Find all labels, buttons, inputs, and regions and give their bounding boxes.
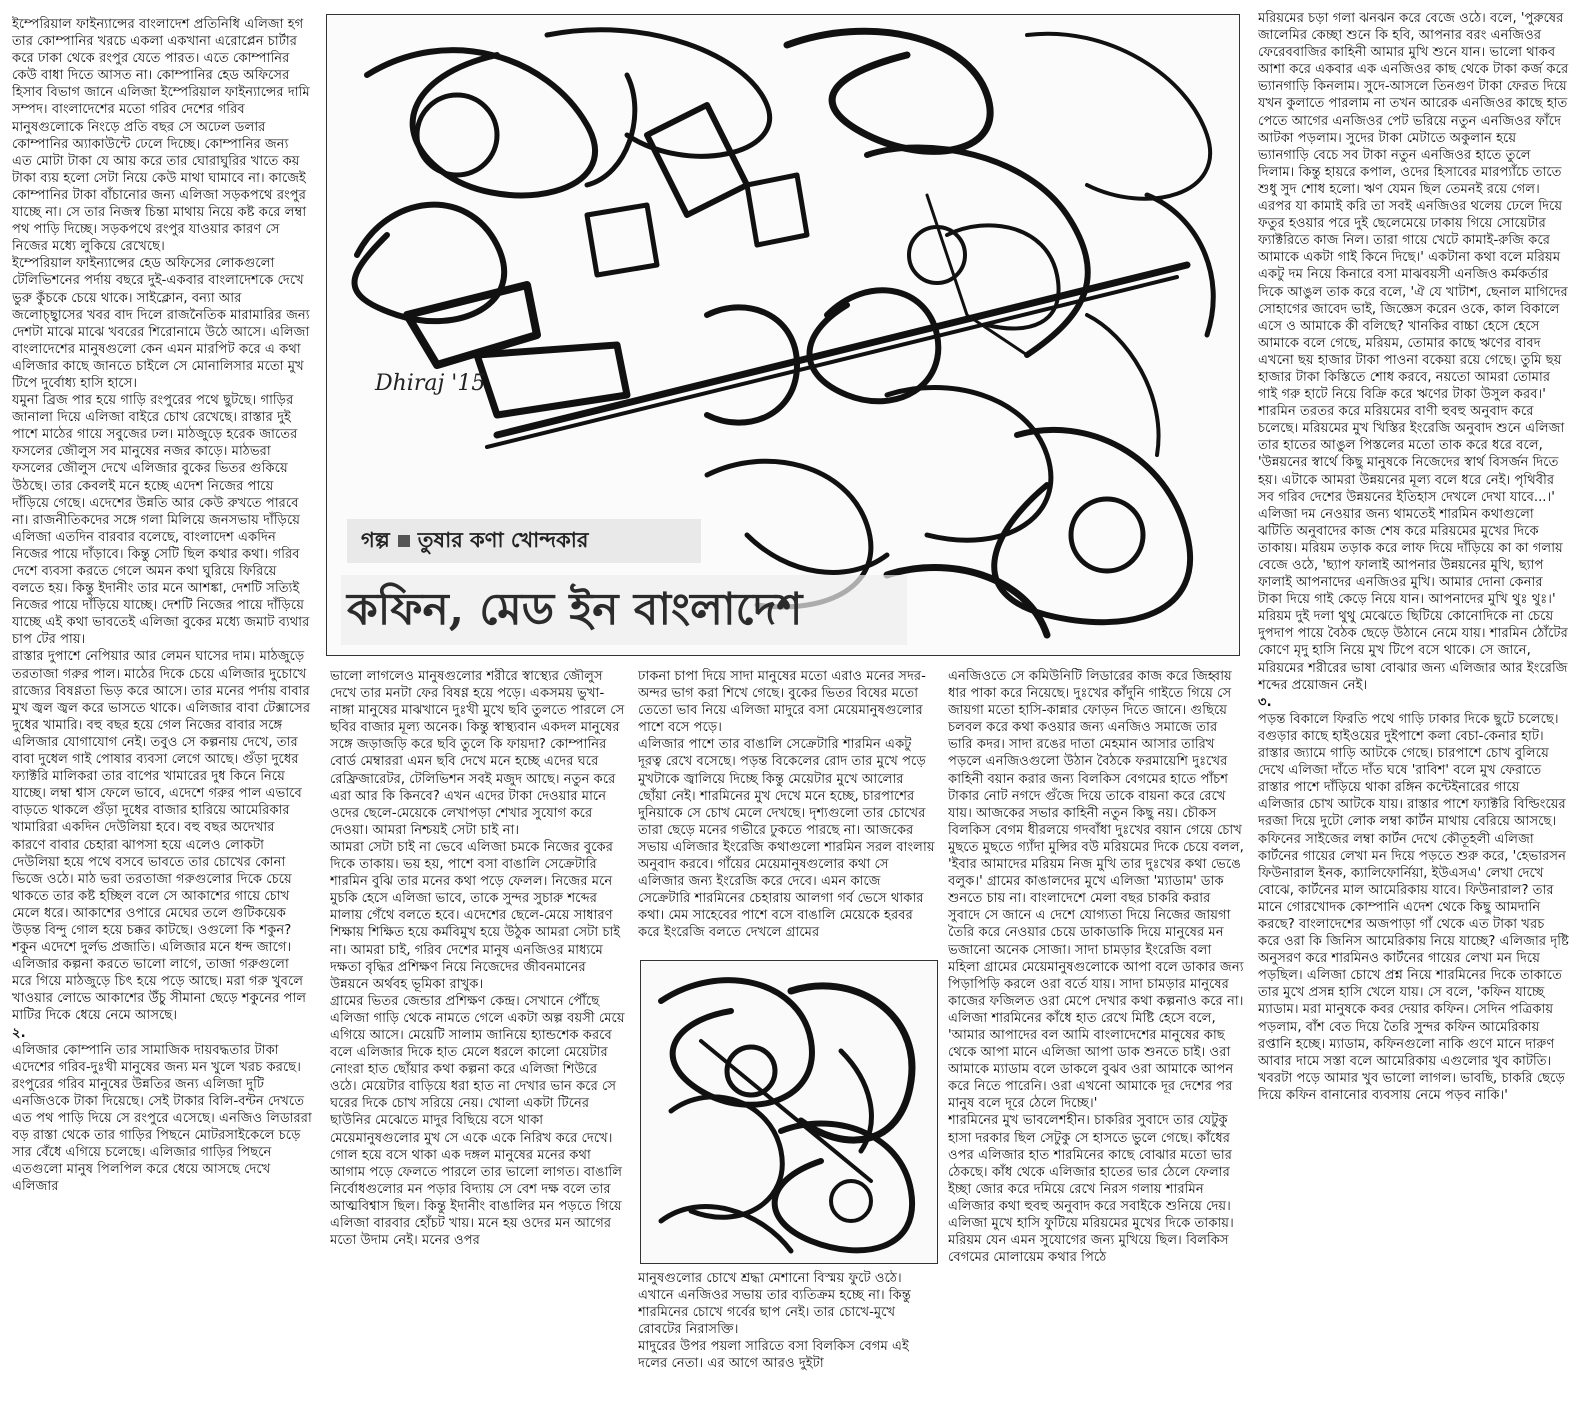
article-column-3-bottom — [638, 1270, 936, 1402]
paragraph: যমুনা ব্রিজ পার হয়ে গাড়ি রংপুরের পথে ছুটছে। গাড়ির জানালা দিয়ে এলিজা বাইরে চোখ রেখেছে। রাস্তার দুই পাশে মাঠের গায়ে সবুজের ঢল। মাঠজুড়ে হরেক জাতের ফসলের জৌলুস সব মানুষের নজর কাড়ে। মাঠভরা ফসলের জৌলুস দেখে এলিজার বুকের ভিতর গুকিয়ে উঠছে। তার কেবলই মনে হচ্ছে এদেশ নিজের পায়ে দাঁড়িয়ে গেছে। এদেশের উন্নতি আর কেউ রুখতে পারবে না। রাজনীতিকদের সঙ্গে গলা মিলিয়ে জনসভায় দাঁড়িয়ে এলিজা এতদিন বারবার বলেছে, বাংলাদেশ একদিন নিজের পায়ে দাঁড়াবে। কিন্তু সেটি ছিল কথার কথা। গরিব দেশে ব্যবসা করতে গেলে অমন কথা ঘুরিয়ে ফিরিয়ে বলতে হয়। কিন্তু ইদানীং তার মনে আশঙ্কা, দেশটি সত্যিই নিজের পায়ে দাঁড়িয়ে যাচ্ছে। দেশটি নিজের পায়ে দাঁড়িয়ে যাচ্ছে এই কথা ভাবতেই এলিজা বুকের মধ্যে জমাট ব্যথার চাপ টের পায়। — [12, 393, 310, 648]
paragraph: পড়ন্ত বিকালে ফিরতি পথে গাড়ি ঢাকার দিকে ছুটে চলেছে। বগুড়ার কাছে হাইওয়ের দুইপাশে কলা বেচা-কেনার হাট। রাস্তার জ্যামে গাড়ি আটকে গেছে। চারপাশে চোখ বুলিয়ে দেখে এলিজা দাঁতে দাঁত ঘষে 'রাবিশ' বলে মুখ ফেরাতে রাস্তার পাশে দাঁড়িয়ে থাকা রঙ্গিন কন্টেইনারের গায়ে এলিজার চোখ আটকে যায়। রাস্তার পাশে ফ্যাক্টরি বিল্ডিংয়ের দরজা দিয়ে দুটো লোক লম্বা কার্টন মাথায় বেরিয়ে আসছে। কফিনের সাইজের লম্বা কার্টন দেখে কৌতূহলী এলিজা কার্টনের গায়ের লেখা মন দিয়ে পড়তে শুরু করে, 'হেভারসন ফিউনারাল ইনক, ক্যালিফোর্নিয়া, ইউএসএ' লেখা দেখে বোঝে, কার্টনের মাল আমেরিকায় যাবে। ফিউনারাল? তার মানে গোরখোদক কোম্পানি এদেশ থেকে কিছু আমদানি করছে? বাংলাদেশের অজপাড়া গাঁ থেকে এত টাকা খরচ করে ওরা কি জিনিস আমেরিকায় নিয়ে যাচ্ছে? এলিজার দৃষ্টি অনুসরণ করে শারমিনও কার্টনের গায়ের লেখা মন দিয়ে পড়ছিল। এলিজা চোখে প্রশ্ন নিয়ে শারমিনের দিকে তাকাতে তার মুখে প্রসন্ন হাসি খেলে যায়। সে বলে, 'কফিন যাচ্ছে ম্যাডাম। মরা মানুষকে কবর দেয়ার কফিন। সেদিন পত্রিকায় পড়লাম, বাঁশ বেত দিয়ে তৈরি সুন্দর কফিন আমেরিকায় রপ্তানি হচ্ছে। ম্যাডাম, কফিনগুলো নাকি গুণে মানে দারুণ আবার দামে সস্তা বলে আমেরিকায় এগুলোর খুব কাটতি। খবরটা পড়ে আমার খুব ভালো লাগল। ভাবছি, চাকরি ছেড়ে দিয়ে কফিন বানানোর ব্যবসায় নেমে পড়ব নাকি।' — [1258, 711, 1569, 1103]
paragraph: শারমিনের মুখ ভাবলেশহীন। চাকরির সুবাদে তার যেটুকু হাসা দরকার ছিল সেটুকু সে হাসতে ভুলে গেছে। কাঁধের ওপর এলিজার হাত শারমিনের কাছে বোঝার মতো ভার ঠেকছে। কাঁধ থেকে এলিজার হাতের ভার ঠেলে ফেলার ইচ্ছা জোর করে দমিয়ে রেখে নিরস গলায় শারমিন এলিজার কথা হুবহু অনুবাদ করে সবাইকে শুনিয়ে দেয়। — [948, 1113, 1232, 1214]
story-category: গল্প — [361, 526, 390, 552]
paragraph: মাদুরের উপর পয়লা সারিতে বসা বিলকিস বেগম এই দলের নেতা। এর আগে আরও দুইটা — [638, 1339, 909, 1372]
inset-ink-sketch — [641, 961, 937, 1263]
paragraph: ইম্পেরিয়াল ফাইন্যান্সের হেড অফিসের লোকগুলো টেলিভিশনের পর্দায় বছরে দুই-একবার বাংলাদেশকে দেখে ভুরু কুঁচকে চেয়ে থাকে। সাইক্লোন, বন্যা আর জলোচ্ছ্বাসের খবর বাদ দিলে রাজনৈতিক মারামারির জন্য দেশটা মাঝে মাঝে খবরের শিরোনামে উঠে আসে। এলিজা বাংলাদেশের মানুষগুলো কেন এমন মারপিট করে এ কথা এলিজার কাছে জানতে চাইলে সে মোনালিসার মতো মুখ টিপে দুর্বোধ্য হাসি হাসে। — [12, 256, 310, 391]
article-column-2 — [330, 668, 626, 1402]
square-bullet-icon — [398, 535, 410, 547]
story-headline: কফিন, মেড ইন বাংলাদেশ — [341, 575, 907, 645]
section-number: ৩. — [1258, 694, 1272, 710]
inset-illustration — [640, 960, 938, 1264]
paragraph: এলিজার পাশে তার বাঙালি সেক্রেটারি শারমিন একটু দূরত্ব রেখে বসেছে। পড়ন্ত বিকেলের রোদ তার মুখে পড়ে মুখটাকে জ্বালিয়ে দিচ্ছে কিন্তু মেয়েটার মুখে আলোর ছোঁয়া নেই। শারমিনের মুখ দেখে মনে হচ্ছে, চারপাশের দুনিয়াকে সে চোখ মেলে দেখছে। দৃশ্যগুলো তার চোখের তারা ছেড়ে মনের গভীরে ঢুকতে পারছে না। আজকের সভায় এলিজার ইংরেজি কথাগুলো শারমিন সরল বাংলায় অনুবাদ করবে। গাঁয়ের মেয়েমানুষগুলোর কথা সে এলিজার জন্য ইংরেজি করে দেবে। এমন কাজে সেক্রেটারি শারমিনের চেহারায় আলগা গর্ব ভেসে থাকার কথা। মেম সাহেবের পাশে বসে বাঙালি মেয়েকে হরবর করে ইংরেজি বলতে দেখলে গ্রামের — [638, 737, 935, 941]
paragraph: আমরা সেটা চাই না ভেবে এলিজা চমকে নিজের বুকের দিকে তাকায়। ভয় হয়, পাশে বসা বাঙালি সেক্রেটারি শারমিন বুঝি তার মনের কথা পড়ে ফেলল। নিজের মনে মুচকি হেসে এলিজা ভাবে, তাকে সুন্দর সুচারু শব্দের মালায় গেঁথে বলতে হবে। এদেশের ছেলে-মেয়ে সাধারণ শিক্ষায় শিক্ষিত হয়ে কর্মবিমুখ হয়ে উঠুক আমরা সেটা চাই না। আমরা চাই, গরিব দেশের মানুষ এনজিওর মাধ্যমে দক্ষতা বৃদ্ধির প্রশিক্ষণ নিয়ে নিজেদের জীবনমানের উন্নয়নে অর্থবহ ভূমিকা রাখুক। — [330, 839, 621, 992]
artist-signature: Dhiraj '15 — [375, 371, 486, 396]
paragraph: মরিয়মের চড়া গলা ঝনঝন করে বেজে ওঠে। বলে, 'পুরুষের জালেমির কেচ্ছা শুনে কি হবি, আপনার বরং এনজিওর ফেরেববাজির কাহিনী আমার মুখি শুনে যান। ভালো থাকব আশা করে একবার এক এনজিওর কাছ থেকে টাকা কর্জ করে ভ্যানগাড়ি কিনলাম। সুদে-আসলে তিনগুণ টাকা ফেরত দিয়ে যখন কুলাতে পারলাম না তখন আরেক এনজিওর কাছে হাত পেতে আগের এনজিওর পেট ভরিয়ে নতুন এনজিওর ফাঁদে আটকা পড়লাম। সুদের টাকা মেটাতে অকুলান হয়ে ভ্যানগাড়ি বেচে সব টাকা নতুন এনজিওর হাতে তুলে দিলাম। কিন্তু হায়রে কপাল, ওদের হিসাবের মারপ্যাঁচে তাতে শুধু সুদ শোধ হলো। ঋণ যেমন ছিল তেমনই রয়ে গেল। এরপর যা কামাই করি তা সবই এনজিওর থলেয় ঢেলে দিয়ে ফতুর হওয়ার পরে দুই ছেলেমেয়ে ঢাকায় গিয়ে সোয়েটার ফ্যাক্টরিতে কাজ নিল। তারা গায়ে খেটে কামাই-রুজি করে আমাকে একটা গাই কিনে দিছে।' একটানা কথা বলে মরিয়ম একটু দম নিয়ে কিনারে বসা মাঝবয়সী এনজিও কর্মকর্তার দিকে আঙুল তাক করে বলে, 'ঐ যে খাটাশ, ছেনাল মাগিদের সোহাগের জাবেদ ভাই, জিজ্ঞেস করেন ওকে, কাল বিকালে এসে ও আমাকে কী বলিছে? খানকির বাচ্চা হেসে হেসে আমাকে বলে গেছে, মরিয়ম, তোমার কাছে ঋণের বাবদ এখনো ছয় হাজার টাকা পাওনা বকেয়া রয়ে গেছে। তুমি ছয় হাজার টাকা কিস্তিতে শোধ করবে, নয়তো আমরা তোমার গাই গরু হাটে নিয়ে বিক্রি করে ঋণের টাকা উসুল করব।' — [1258, 11, 1569, 403]
paragraph: ঢাকনা চাপা দিয়ে সাদা মানুষের মতো এরাও মনের সদর-অন্দর ভাগ করা শিখে গেছে। বুকের ভিতর বিষের মতো তেতো ভাব নিয়ে এলিজা মাদুরে বসা মেয়েমানুষগুলোর পাশে বসে পড়ে। — [638, 669, 926, 736]
byline — [347, 519, 701, 563]
paragraph: এনজিওতে সে কমিউনিটি লিডারের কাজ করে জিহ্বায় ধার পাকা করে নিয়েছে। দুঃখের কাঁদুনি গাইতে গিয়ে সে জায়গা মতো হাসি-কান্নার ফোড়ন দিতে জানে। গুছিয়ে চলবল করে কথা কওয়ার জন্য এনজিও সমাজে তার ভারি কদর। সাদা রঙের দাতা মেহমান আসার তারিখ পড়লে এনজিওগুলো উঠান বৈঠকে ফরমায়েশি দুঃখের কাহিনী বয়ান করার জন্য বিলকিস বেগমের হাতে পাঁচশ টাকার নোট নগদে গুঁজে দিয়ে তাকে বায়না করে রেখে যায়। আজকের সভার কাহিনী নতুন কিছু নয়। চৌকস বিলকিস বেগম ধীরলয়ে গদবাঁধা দুঃখের বয়ান গেয়ে চোখ মুছতে মুছতে গ্যাঁদা মুন্সির বউ মরিয়মের দিকে চেয়ে বলল, 'ইবার আমাদের মরিয়ম নিজ মুখি তার দুঃখের কথা ভেঙে বলুক।' গ্রামের কাঙালদের মুখে এলিজা 'ম্যাডাম' ডাক শুনতে চায় না। বাংলাদেশে মেলা বছর চাকরি করার সুবাদে সে জানে এ দেশে যোগ্যতা দিয়ে নিজের জায়গা তৈরি করে নেওয়ার চেয়ে ডাকাডাকি দিয়ে মানুষের মন ভজানো অনেক সোজা। সাদা চামড়ার ইংরেজি বলা মহিলা গ্রামের মেয়েমানুষগুলোকে আপা বলে ডাকার জন্য পিড়াপিড়ি করলে ওরা বর্তে যায়। সাদা চামড়ার মানুষের কাজের ফজিলত ওরা মেপে দেখার কথা কল্পনাও করে না। এলিজা শারমিনের কাঁধে হাত রেখে মিষ্টি হেসে বলে, 'আমার আপাদের বল আমি বাংলাদেশের মানুষের কাছ থেকে আপা মানে এলিজা আপা ডাক শুনতে চাই। ওরা আমাকে ম্যাডাম বলে ডাকলে বুঝব ওরা আমাকে আপন করে নিতে পারেনি। ওরা এখনো আমাকে দূর দেশের পর মানুষ বলে দূরে ঠেলে দিচ্ছে।' — [948, 669, 1244, 1112]
paragraph: ভালো লাগলেও মানুষগুলোর শরীরে স্বাস্থ্যের জৌলুস দেখে তার মনটা ফের বিষণ্ণ হয়ে পড়ে। একসময় ভুখা-নাঙ্গা মানুষের মাঝখানে দুঃখী মুখে ছবি তুলতে পারলে সে ছবির বাজার মূল্য অনেক। কিন্তু স্বাস্থ্যবান একদল মানুষের সঙ্গে জড়াজড়ি করে ছবি তুলে কি ফায়দা? কোম্পানির বোর্ড মেম্বাররা এমন ছবি দেখে মনে হচ্ছে এদের ঘরে রেফ্রিজারেটর, টেলিভিশন সবই মজুদ আছে। নতুন করে এরা আর কি কিনবে? এখন এদের টাকা দেওয়ার মানে ওদের ছেলে-মেয়েকে লেখাপড়া শেখার সুযোগ করে দেওয়া। আমরা নিশ্চয়ই সেটা চাই না। — [330, 669, 625, 838]
paragraph: ইম্পেরিয়াল ফাইন্যান্সের বাংলাদেশ প্রতিনিধি এলিজা হগ তার কোম্পানির খরচে একলা একখানা এরোপ্লেন চার্টার করে ঢাকা থেকে রংপুর যেতে পারত। এতে কোম্পানির কেউ বাধা দিতে আসত না। কোম্পানির হেড অফিসের হিসাব বিভাগ জানে এলিজা ইম্পেরিয়াল ফাইন্যান্সের দামি সম্পদ। বাংলাদেশের মতো গরিব দেশের গরিব মানুষগুলোকে নিংড়ে প্রতি বছর সে অঢেল ডলার কোম্পানির অ্যাকাউন্টে ঢেলে দিচ্ছে। কোম্পানির জন্য এত মোটা টাকা যে আয় করে তার ঘোরাঘুরির খাতে কয় টাকা ব্যয় হলো সেটা নিয়ে কেউ মাথা ঘামাবে না। কাজেই কোম্পানির টাকা বাঁচানোর জন্য এলিজা সড়কপথে রংপুর যাচ্ছে না। সে তার নিজস্ব চিন্তা মাথায় নিয়ে কষ্ট করে লম্বা পথ পাড়ি দিচ্ছে। সড়কপথে রংপুর যাওয়ার কারণ সে নিজের মধ্যে লুকিয়ে রেখেছে। — [12, 17, 310, 255]
paragraph: এলিজার কোম্পানি তার সামাজিক দায়বদ্ধতার টাকা এদেশের গরিব-দুঃখী মানুষের জন্য মন খুলে খরচ করছে। রংপুরের গরিব মানুষের উন্নতির জন্য এলিজা দুটি এনজিওকে টাকা দিয়েছে। সেই টাকার বিলি-বন্টন দেখতে এত পথ পাড়ি দিয়ে সে রংপুরে এসেছে। এনজিও লিডাররা বড় রাস্তা থেকে তার গাড়ির পিছনে মোটরসাইকেলে চড়ে সার বেঁধে এগিয়ে চলেছে। এলিজার গাড়ির পিছনে এতগুলো মানুষ পিলপিল করে ধেয়ে আসছে দেখে এলিজার — [12, 1042, 312, 1195]
paragraph: গ্রামের ভিতর জেন্ডার প্রশিক্ষণ কেন্দ্র। সেখানে পৌঁছে এলিজা গাড়ি থেকে নামতে গেলে একটা অল্প বয়সী মেয়ে এগিয়ে আসে। মেয়েটি সালাম জানিয়ে হ্যান্ডশেক করবে বলে এলিজার দিকে হাত মেলে ধরলে কালো মেয়েটার নোংরা হাত ছোঁয়ার কথা কল্পনা করে এলিজা শিউরে ওঠে। মেয়েটার বাড়িয়ে ধরা হাত না দেখার ভান করে সে ঘরের দিকে চোখ সরিয়ে নেয়। খোলা একটা টিনের ছাউনির মেঝেতে মাদুর বিছিয়ে বসে থাকা মেয়েমানুষগুলোর মুখ সে একে একে নিরিখ করে দেখে। গোল হয়ে বসে থাকা এক দঙ্গল মানুষের মনের কথা আগাম পড়ে ফেলতে পারলে তার ভালো লাগত। বাঙালি নির্বোধগুলোর মন পড়ার বিদ্যায় সে বেশ দক্ষ বলে তার আত্মবিশ্বাস ছিল। কিন্তু ইদানীং বাঙালির মন পড়তে গিয়ে এলিজা বারবার হোঁচট খায়। মনে হয় ওদের মন আগের মতো উদাম নেই। মনের ওপর — [330, 993, 625, 1249]
section-number: ২. — [12, 1025, 26, 1041]
article-column-1 — [12, 16, 312, 1402]
article-column-3-top — [638, 668, 936, 958]
paragraph: মানুষগুলোর চোখে শ্রদ্ধা মেশানো বিস্ময় ফুটে ওঠে। এখানে এনজিওর সভায় তার ব্যতিক্রম হচ্ছে না। কিন্তু শারমিনের চোখে গর্বের ছাপ নেই। তার চোখে-মুখে রোবটের নিরাসক্তি। — [638, 1271, 911, 1338]
story-illustration — [326, 14, 1240, 656]
author-name: তুষার কণা খোন্দকার — [417, 526, 589, 552]
paragraph: শারমিন তরতর করে মরিয়মের বাণী হুবহু অনুবাদ করে চলেছে। মরিয়মের মুখ খিস্তির ইংরেজি অনুবাদ শুনে এলিজা তার হাতের আঙুল পিস্তলের মতো তাক করে ধরে বলে, 'উন্নয়নের স্বার্থে কিছু মানুষকে নিজেদের স্বার্থ বিসর্জন দিতে হয়। এটাকে আমরা উন্নয়নের মূল্য বলে ধরে নেই। পৃথিবীর সব গরিব দেশের উন্নয়নের ইতিহাস দেখলে দেখা যাবে...।' এলিজা দম নেওয়ার জন্য থামতেই শারমিন কথাগুলো ঝটিতি অনুবাদের কাজ শেষ করে মরিয়মের মুখের দিকে তাকায়। মরিয়ম তড়াক করে লাফ দিয়ে দাঁড়িয়ে কা কা গলায় বেজে ওঠে, 'ছ্যাপ ফালাই আপনার উন্নয়নের মুখি, ছ্যাপ ফালাই আপনাদের এনজিওর মুখি। আমার দোনা কেনার টাকা দিয়ে গাই কেড়ে নিয়ে যান। আপনাদের মুখি থুঃ থুঃ।' মরিয়ম দুই দলা থুথু মেঝেতে ছিটিয়ে কোনোদিকে না চেয়ে দুপদাপ পায়ে বৈঠক ছেড়ে উঠানে নেমে যায়। শারমিন ঠোঁটের কোণে মৃদু হাসি নিয়ে মুখ টিপে বসে থাকে। সে জানে, মরিয়মের শরীরের ভাষা বোঝার জন্য এলিজার আর ইংরেজি শব্দের প্রয়োজন নেই। — [1258, 404, 1568, 693]
paragraph: রাস্তার দুপাশে নেপিয়ার আর লেমন ঘাসের দাম। মাঠজুড়ে তরতাজা গরুর পাল। মাঠের দিকে চেয়ে এলিজার দুচোখে রাজ্যের বিষণ্ণতা ভিড় করে আসে। তার মনের পর্দায় বাবার মুখ জ্বল জ্বল করে ভাসতে থাকে। এলিজার বাবা টেক্সাসের দুধের খামারি। বহু বছর হয়ে গেল নিজের বাবার সঙ্গে এলিজার যোগাযোগ নেই। তবুও সে কল্পনায় দেখে, তার বাবা দুধেল গাই পোষার ব্যবসা লেগে আছে। গুঁড়া দুধের ফ্যাক্টরি মালিকরা তার বাপের খামারের দুধ কিনে নিয়ে যাচ্ছে। লম্বা শ্বাস ফেলে ভাবে, এদেশে গরুর পাল এভাবে বাড়তে থাকলে গুঁড়া দুধের বাজার হারিয়ে আমেরিকার খামারিরা একদিন দেউলিয়া হবে। বহু বছর অদেখার কারণে বাবার চেহারা ঝাপসা হয়ে এলেও লোকটা দেউলিয়া হয়ে পথে বসবে ভাবতে তার চোখের কোনা ভিজে ওঠে। মাঠ ভরা তরতাজা গরুগুলোর দিকে চেয়ে থাকতে তার কষ্ট হচ্ছিল বলে সে আকাশের গায়ে চোখ মেলে ধরে। আকাশের ওপারে মেঘের তলে গুটিকয়েক উড়ন্ত বিন্দু গোল হয়ে চক্কর কাটছে। ওগুলো কি শকুন? শকুন এদেশে দুর্লভ প্রজাতি। এলিজার মনে ধন্দ জাগে। এলিজার কল্পনা করতে ভালো লাগে, তাজা গরুগুলো মরে গিয়ে মাঠজুড়ে চিৎ হয়ে পড়ে আছে। মরা গরু খুবলে খাওয়ার লোভে আকাশের উঁচু সীমানা ছেড়ে শকুনের পাল মাটির দিকে ধেয়ে নেমে আসছে। — [12, 649, 311, 1024]
article-column-5 — [1258, 10, 1570, 1402]
article-column-4 — [948, 668, 1246, 1402]
paragraph: এলিজা মুখে হাসি ফুটিয়ে মরিয়মের মুখের দিকে তাকায়। মরিয়ম যেন এমন সুযোগের জন্য মুখিয়ে ছিল। বিলকিস বেগমের মোলায়েম কথার পিঠে — [948, 1216, 1234, 1266]
